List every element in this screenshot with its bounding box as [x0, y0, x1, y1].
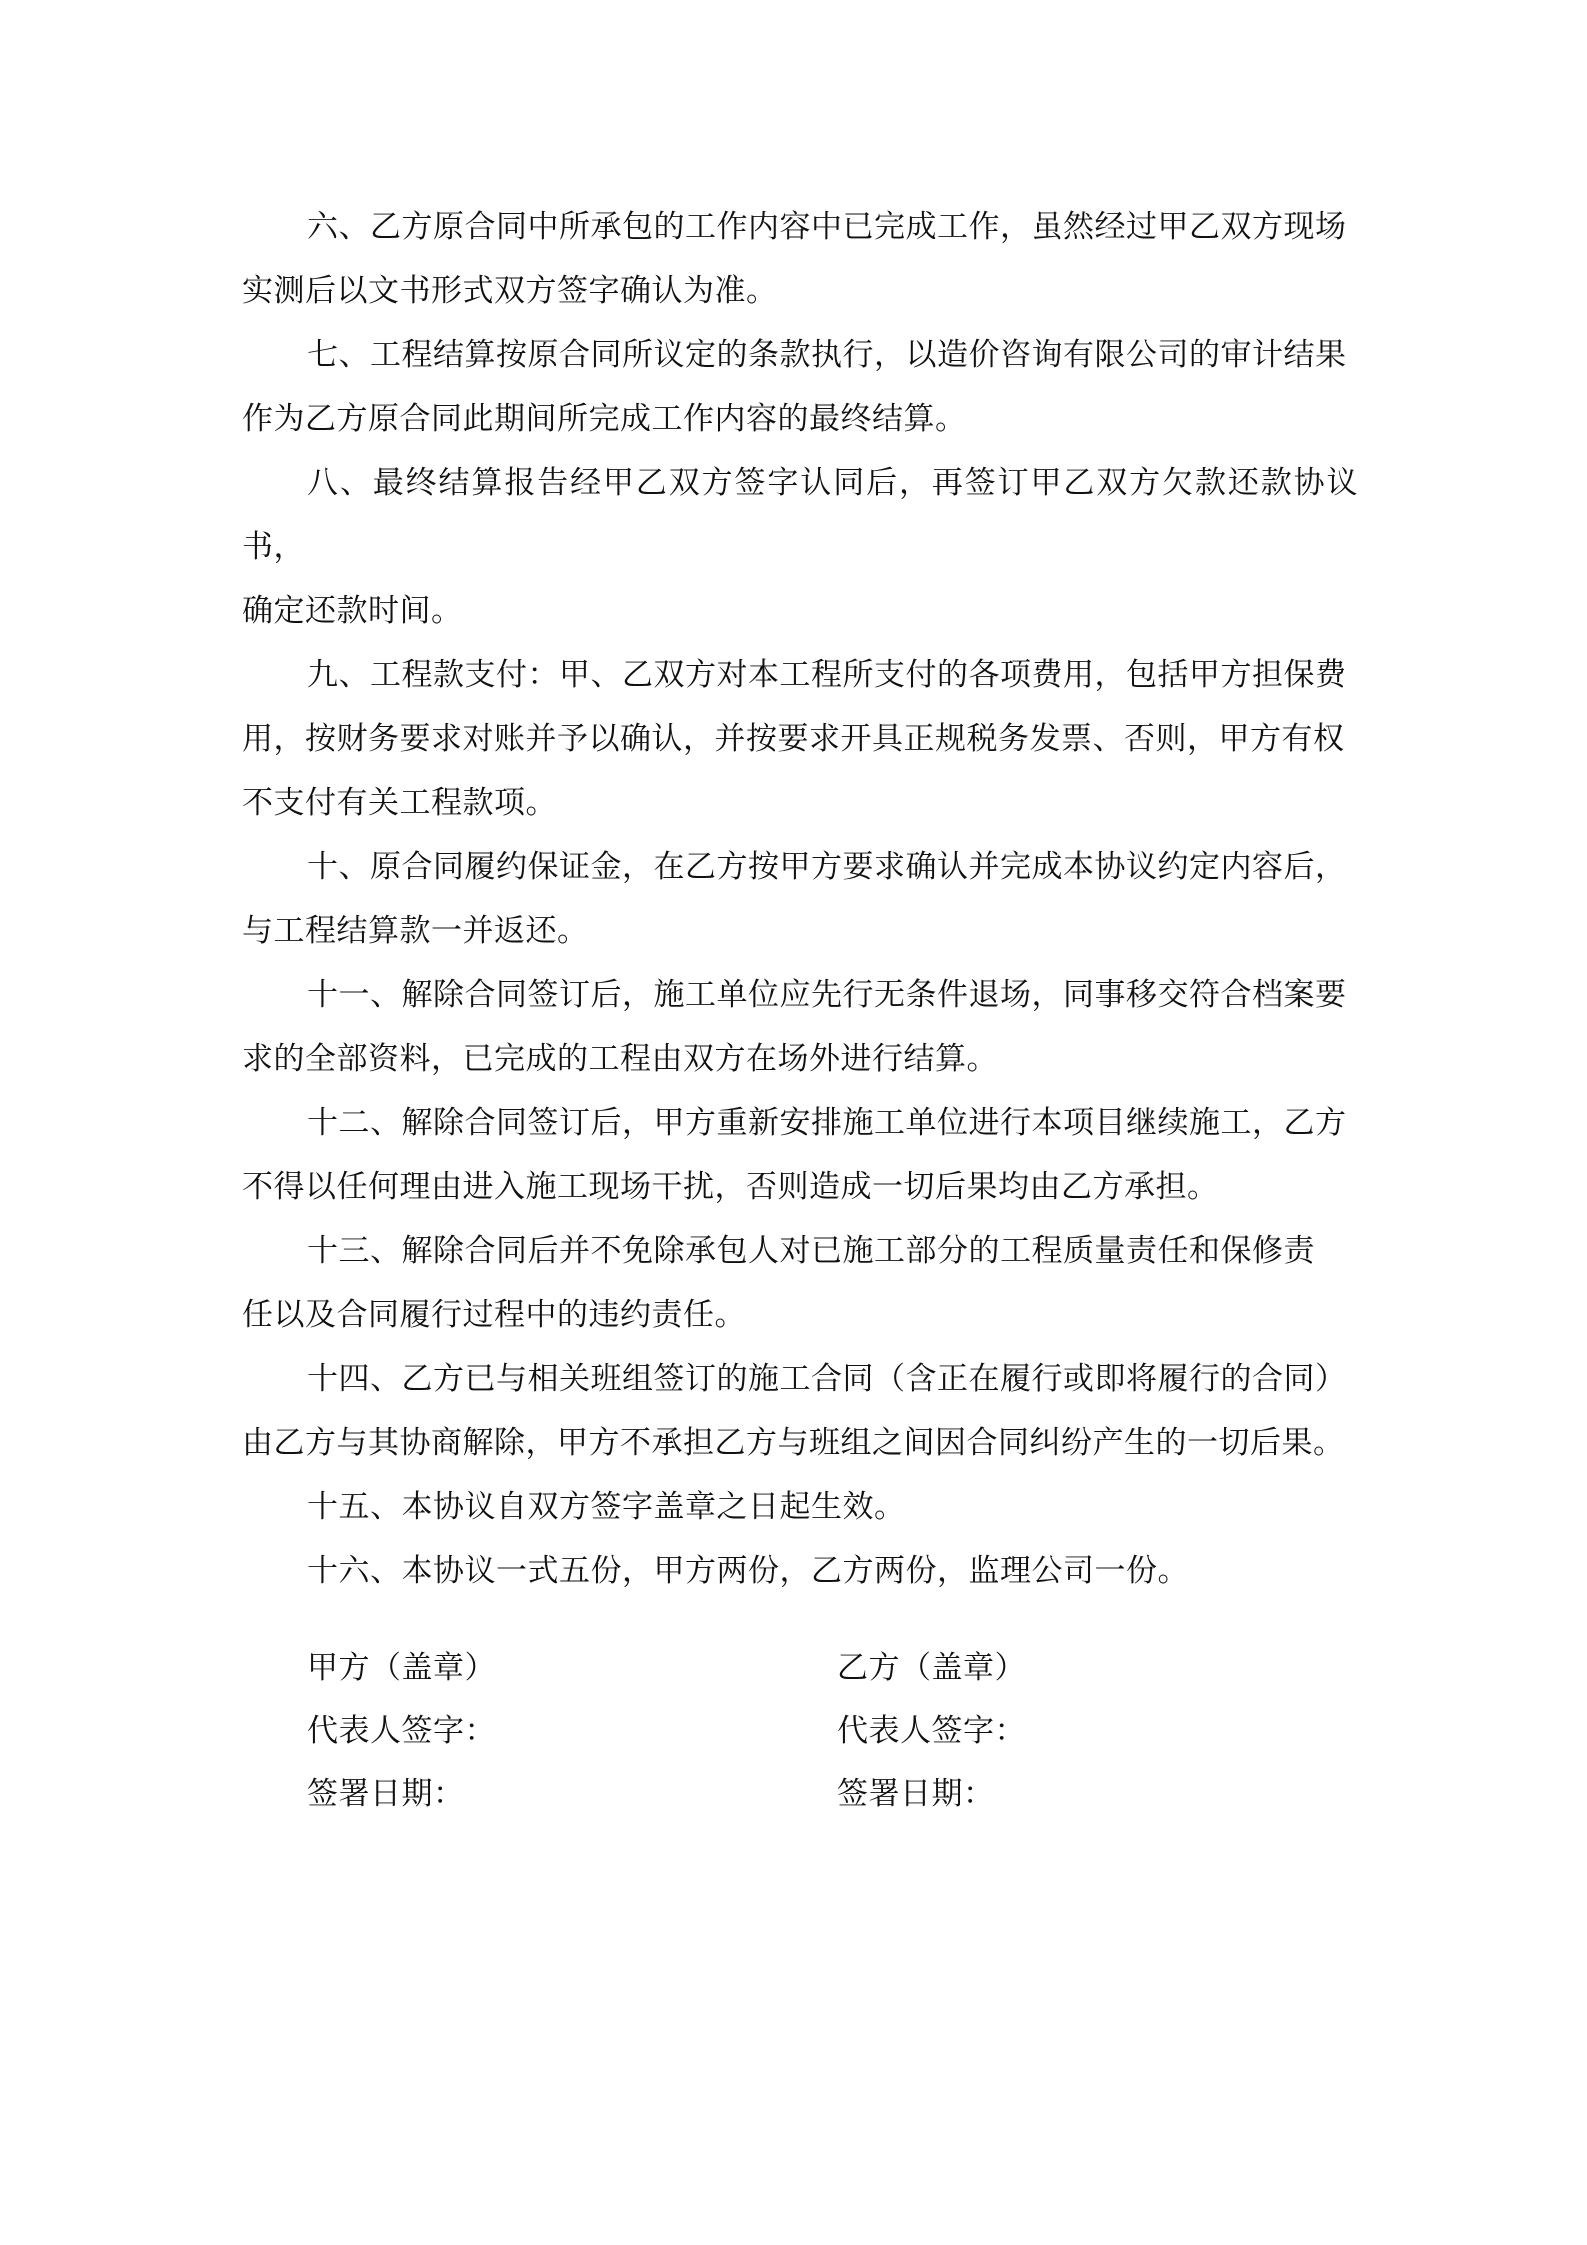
clause-6: 六、乙方原合同中所承包的工作内容中已完成工作，虽然经过甲乙双方现场 实测后以文书形式双方签字确认为准。	[242, 209, 1347, 309]
party-a-date: 签署日期：	[307, 1776, 465, 1812]
clause-9: 九、工程款支付：甲、乙双方对本工程所支付的各项费用，包括甲方担保费 用，按财务要求对账并予以确认，并按要求开具正规税务发票、否则，甲方有权 不支付有关工程款项。	[242, 657, 1347, 821]
agreement-clauses	[242, 195, 1358, 1603]
party-a-signature	[307, 1637, 787, 1826]
clause-10: 十、原合同履约保证金，在乙方按甲方要求确认并完成本协议约定内容后， 与工程结算款一并返还。	[242, 849, 1347, 949]
clause-13: 十三、解除合同后并不免除承包人对已施工部分的工程质量责任和保修责 任以及合同履行过程中的违约责任。	[242, 1233, 1315, 1333]
clause-11: 十一、解除合同签订后，施工单位应先行无条件退场，同事移交符合档案要 求的全部资料，已完成的工程由双方在场外进行结算。	[242, 977, 1347, 1077]
party-b-seal: 乙方（盖章）	[837, 1650, 1026, 1686]
party-b-date: 签署日期：	[837, 1776, 995, 1812]
party-a-seal: 甲方（盖章）	[307, 1650, 496, 1686]
clause-8: 八、最终结算报告经甲乙双方签字认同后，再签订甲乙双方欠款还款协议书， 确定还款时间。	[242, 465, 1358, 629]
clause-16: 十六、本协议一式五份，甲方两份，乙方两份，监理公司一份。	[307, 1553, 1189, 1589]
clause-14: 十四、乙方已与相关班组签订的施工合同（含正在履行或即将履行的合同） 由乙方与其协商解除，甲方不承担乙方与班组之间因合同纠纷产生的一切后果。	[242, 1361, 1347, 1461]
clause-12: 十二、解除合同签订后，甲方重新安排施工单位进行本项目继续施工，乙方 不得以任何理由进入施工现场干扰，否则造成一切后果均由乙方承担。	[242, 1105, 1347, 1205]
clause-7: 七、工程结算按原合同所议定的条款执行，以造价咨询有限公司的审计结果 作为乙方原合同此期间所完成工作内容的最终结算。	[242, 337, 1347, 437]
party-b-signature	[837, 1637, 1317, 1826]
party-b-representative: 代表人签字：	[837, 1713, 1026, 1749]
party-a-representative: 代表人签字：	[307, 1713, 496, 1749]
clause-15: 十五、本协议自双方签字盖章之日起生效。	[307, 1489, 906, 1525]
